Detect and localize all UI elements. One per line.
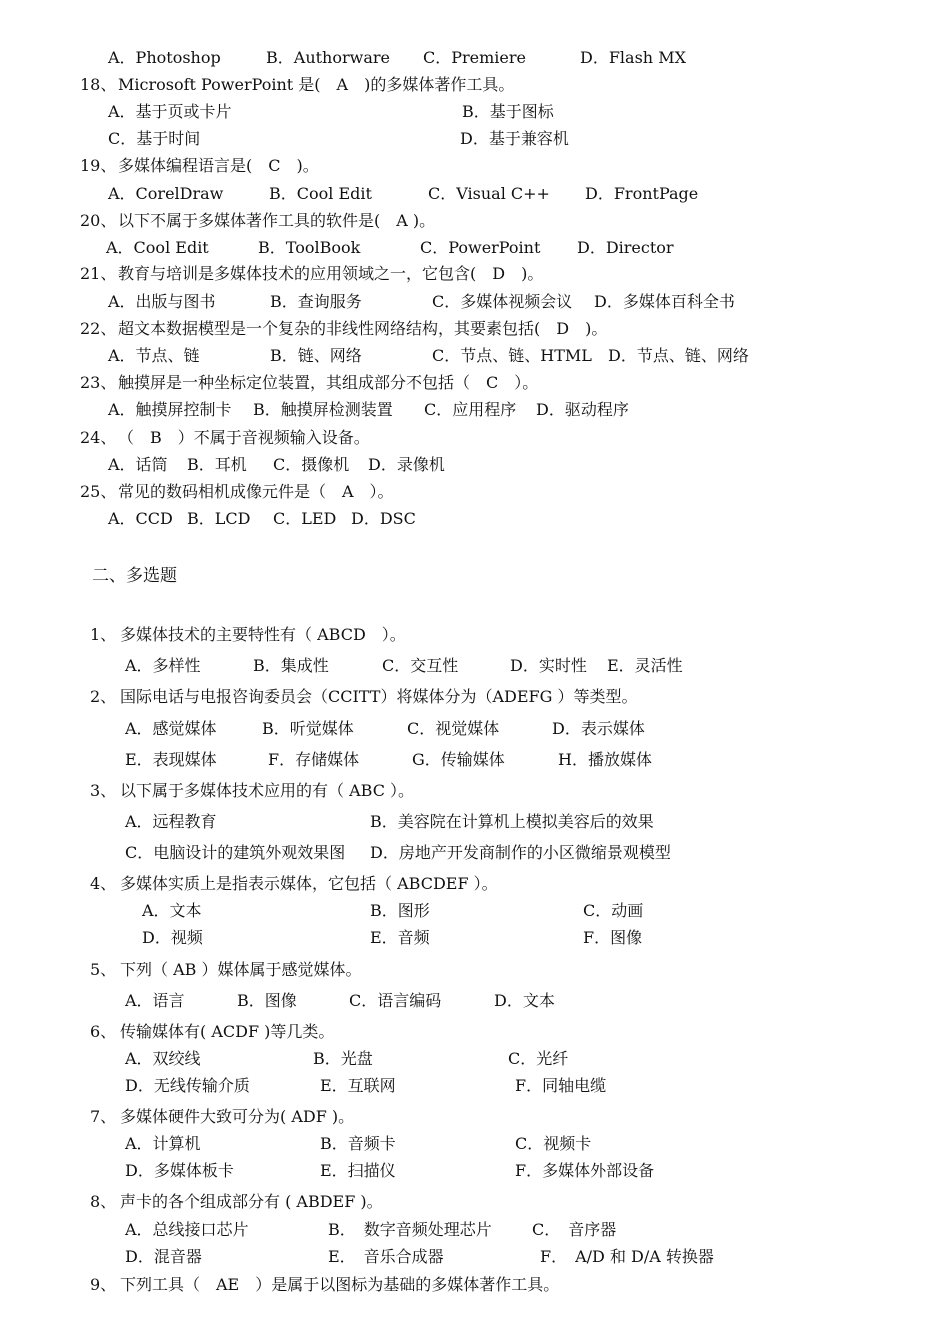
options-row — [0, 344, 950, 368]
question-text: 以下属于多媒体技术应用的有（ ABC ）。 — [120, 781, 415, 800]
question-row — [0, 958, 950, 982]
question-number: 18、 — [80, 75, 117, 94]
options-row — [0, 398, 950, 422]
question-row — [0, 872, 950, 896]
question-text: 触摸屏是一种坐标定位装置，其组成部分不包括（ C ）。 — [118, 373, 539, 392]
answer-option: D．多媒体百科全书 — [594, 292, 735, 311]
answer-option: C．LED — [273, 509, 337, 528]
answer-option: B．集成性 — [253, 656, 329, 675]
options-row — [0, 100, 950, 124]
answer-option: A．触摸屏控制卡 — [108, 400, 232, 419]
options-row — [0, 717, 950, 741]
options-row — [0, 507, 950, 531]
question-number: 25、 — [80, 482, 117, 501]
answer-option: C．动画 — [583, 901, 644, 920]
answer-option: B．查询服务 — [270, 292, 362, 311]
answer-option: C．Premiere — [423, 48, 527, 67]
answer-option: A．Cool Edit — [106, 238, 209, 257]
question-text: 多媒体实质上是指表示媒体，它包括（ ABCDEF ）。 — [120, 874, 498, 893]
question-row — [0, 209, 950, 233]
answer-option: D．表示媒体 — [552, 719, 645, 738]
options-row — [0, 1245, 950, 1269]
answer-option: C．交互性 — [382, 656, 459, 675]
answer-option: B．音频卡 — [320, 1134, 396, 1153]
answer-option: A．节点、链 — [108, 346, 200, 365]
question-row — [0, 371, 950, 395]
answer-option: A．感觉媒体 — [125, 719, 217, 738]
question-row — [0, 73, 950, 97]
options-row — [0, 1159, 950, 1183]
answer-option: A．总线接口芯片 — [125, 1220, 249, 1239]
question-number: 24、 — [80, 428, 117, 447]
answer-option: E．表现媒体 — [125, 750, 217, 769]
options-row — [0, 654, 950, 678]
question-text: 下列（ AB ）媒体属于感觉媒体。 — [120, 960, 362, 979]
question-number: 19、 — [80, 156, 117, 175]
answer-option: B．光盘 — [313, 1049, 373, 1068]
answer-option: C．光纤 — [508, 1049, 569, 1068]
options-row — [0, 1218, 950, 1242]
question-text: 下列工具（ AE ）是属于以图标为基础的多媒体著作工具。 — [120, 1275, 560, 1294]
answer-option: D．节点、链、网络 — [608, 346, 749, 365]
answer-option: C．基于时间 — [108, 129, 201, 148]
answer-option: H．播放媒体 — [558, 750, 652, 769]
answer-option: C．摄像机 — [273, 455, 350, 474]
answer-option: A．双绞线 — [125, 1049, 201, 1068]
question-row — [0, 154, 950, 178]
answer-option: F． A/D 和 D/A 转换器 — [540, 1247, 714, 1266]
question-text: 超文本数据模型是一个复杂的非线性网络结构，其要素包括( D )。 — [118, 319, 608, 338]
answer-option: D．实时性 — [510, 656, 587, 675]
question-row — [0, 426, 950, 450]
answer-option: E．灵活性 — [607, 656, 683, 675]
answer-option: G．传输媒体 — [412, 750, 505, 769]
options-row — [0, 1132, 950, 1156]
answer-option: B．美容院在计算机上模拟美容后的效果 — [370, 812, 654, 831]
answer-option: A．远程教育 — [125, 812, 217, 831]
answer-option: C．节点、链、HTML — [432, 346, 592, 365]
answer-option: D．Flash MX — [580, 48, 686, 67]
question-text: 传输媒体有( ACDF )等几类。 — [120, 1022, 335, 1041]
answer-option: E．音频 — [370, 928, 430, 947]
answer-option: F．同轴电缆 — [515, 1076, 607, 1095]
question-number: 1、 — [90, 625, 117, 644]
options-row — [0, 182, 950, 206]
answer-option: D．FrontPage — [585, 184, 699, 203]
answer-option: C．电脑设计的建筑外观效果图 — [125, 843, 346, 862]
question-row — [0, 685, 950, 709]
question-number: 21、 — [80, 264, 117, 283]
question-text: 多媒体技术的主要特性有（ ABCD ）。 — [120, 625, 406, 644]
question-number: 6、 — [90, 1022, 117, 1041]
options-row — [0, 127, 950, 151]
options-row — [0, 899, 950, 923]
answer-option: D．文本 — [494, 991, 555, 1010]
answer-option: B． 数字音频处理芯片 — [328, 1220, 492, 1239]
question-text: 以下不属于多媒体著作工具的软件是( A )。 — [118, 211, 436, 230]
answer-option: D．录像机 — [368, 455, 445, 474]
answer-option: C．Visual C++ — [428, 184, 550, 203]
question-row — [0, 1273, 950, 1297]
answer-option: C． 音序器 — [532, 1220, 617, 1239]
options-row — [0, 1074, 950, 1098]
question-text: 国际电话与电报咨询委员会（CCITT）将媒体分为（ADEFG ）等类型。 — [120, 687, 638, 706]
question-text: 教育与培训是多媒体技术的应用领域之一，它包含( D )。 — [118, 264, 544, 283]
answer-option: B．链、网络 — [270, 346, 362, 365]
answer-option: A．CorelDraw — [108, 184, 224, 203]
question-row — [0, 1190, 950, 1214]
question-row — [0, 623, 950, 647]
question-number: 22、 — [80, 319, 117, 338]
answer-option: B．基于图标 — [462, 102, 554, 121]
options-row — [0, 810, 950, 834]
answer-option: B．LCD — [187, 509, 251, 528]
answer-option: E．扫描仪 — [320, 1161, 396, 1180]
options-row — [0, 290, 950, 314]
answer-option: D．房地产开发商制作的小区微缩景观模型 — [370, 843, 671, 862]
answer-option: B．图形 — [370, 901, 430, 920]
answer-option: C．视频卡 — [515, 1134, 592, 1153]
options-row — [0, 236, 950, 260]
question-number: 2、 — [90, 687, 117, 706]
answer-option: D．基于兼容机 — [460, 129, 569, 148]
answer-option: A．计算机 — [125, 1134, 201, 1153]
options-row — [0, 1047, 950, 1071]
answer-option: A．CCD — [108, 509, 173, 528]
options-row — [0, 926, 950, 950]
options-row — [0, 989, 950, 1013]
question-number: 5、 — [90, 960, 117, 979]
answer-option: B．图像 — [237, 991, 297, 1010]
question-row — [0, 1020, 950, 1044]
answer-option: F．图像 — [583, 928, 643, 947]
answer-option: B．耳机 — [187, 455, 247, 474]
question-text: Microsoft PowerPoint 是( A )的多媒体著作工具。 — [118, 75, 515, 94]
answer-option: B．触摸屏检测装置 — [253, 400, 393, 419]
question-number: 3、 — [90, 781, 117, 800]
question-row — [0, 317, 950, 341]
question-row — [0, 480, 950, 504]
question-text: （ B ）不属于音视频输入设备。 — [118, 428, 370, 447]
answer-option: A．基于页或卡片 — [108, 102, 232, 121]
answer-option: B．Authorware — [266, 48, 390, 67]
answer-option: D．驱动程序 — [536, 400, 629, 419]
question-text: 常见的数码相机成像元件是（ A ）。 — [118, 482, 394, 501]
question-row — [0, 1105, 950, 1129]
question-row — [0, 262, 950, 286]
answer-option: A．语言 — [125, 991, 185, 1010]
question-number: 8、 — [90, 1192, 117, 1211]
answer-option: C．视觉媒体 — [407, 719, 500, 738]
question-row — [0, 779, 950, 803]
answer-option: B．听觉媒体 — [262, 719, 354, 738]
answer-option: F．多媒体外部设备 — [515, 1161, 655, 1180]
answer-option: E．互联网 — [320, 1076, 396, 1095]
answer-option: B．Cool Edit — [269, 184, 372, 203]
options-row — [0, 841, 950, 865]
question-text: 多媒体编程语言是( C )。 — [118, 156, 319, 175]
question-text: 多媒体硬件大致可分为( ADF )。 — [120, 1107, 355, 1126]
question-text: 声卡的各个组成部分有 ( ABDEF )。 — [120, 1192, 383, 1211]
answer-option: A．Photoshop — [108, 48, 221, 67]
answer-option: A．话筒 — [108, 455, 168, 474]
answer-option: C．应用程序 — [424, 400, 517, 419]
options-row — [0, 748, 950, 772]
answer-option: A．文本 — [142, 901, 202, 920]
question-number: 4、 — [90, 874, 117, 893]
section-title: 二、多选题 — [92, 566, 177, 586]
answer-option: D．视频 — [142, 928, 203, 947]
answer-option: D．Director — [577, 238, 674, 257]
options-row — [0, 453, 950, 477]
question-number: 23、 — [80, 373, 117, 392]
answer-option: D．混音器 — [125, 1247, 202, 1266]
question-number: 9、 — [90, 1275, 117, 1294]
question-number: 20、 — [80, 211, 117, 230]
options-row — [0, 46, 950, 70]
answer-option: A．出版与图书 — [108, 292, 216, 311]
answer-option: D．无线传输介质 — [125, 1076, 250, 1095]
answer-option: B．ToolBook — [258, 238, 361, 257]
answer-option: E． 音乐合成器 — [328, 1247, 444, 1266]
answer-option: C．语言编码 — [349, 991, 442, 1010]
answer-option: D．多媒体板卡 — [125, 1161, 234, 1180]
answer-option: F．存储媒体 — [268, 750, 360, 769]
question-number: 7、 — [90, 1107, 117, 1126]
answer-option: D．DSC — [351, 509, 416, 528]
answer-option: C．PowerPoint — [420, 238, 541, 257]
answer-option: A．多样性 — [125, 656, 201, 675]
answer-option: C．多媒体视频会议 — [432, 292, 573, 311]
